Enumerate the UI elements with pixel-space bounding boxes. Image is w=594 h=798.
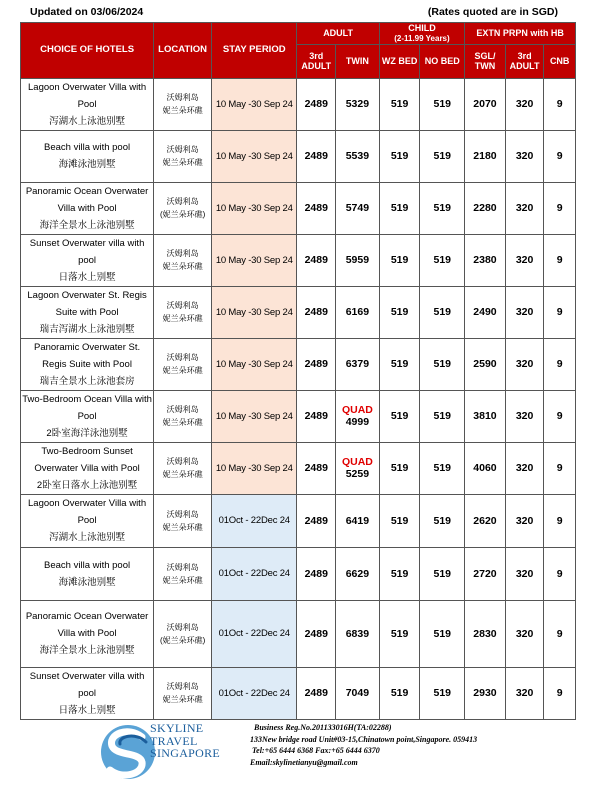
extn-sgl-twn-rate: 2180 xyxy=(465,130,506,182)
extn-3rd-adult-rate: 320 xyxy=(505,182,544,234)
col-location: LOCATION xyxy=(154,23,212,79)
location-atoll: 妮兰朵环礁 xyxy=(162,106,203,116)
hotel-name-en: Two-Bedroom Sunset Overwater Villa with Pool xyxy=(34,445,140,474)
extn-3rd-adult-rate: 320 xyxy=(505,130,544,182)
child-no-bed-rate: 519 xyxy=(420,234,465,286)
extn-3rd-adult-rate: 320 xyxy=(505,667,544,719)
location-cell xyxy=(154,182,212,234)
location-atoll: 妮兰朵环礁 xyxy=(162,470,203,480)
twin-rate: 5749 xyxy=(345,202,370,215)
hotel-cell xyxy=(21,78,154,130)
hotel-name-en: Lagoon Overwater Villa with Pool xyxy=(28,498,147,527)
location-island: 沃姆利岛 xyxy=(166,509,199,519)
table-row xyxy=(21,182,576,234)
extn-cnb-rate: 9 xyxy=(544,600,576,667)
brand-name xyxy=(150,722,220,760)
twin-rate-cell xyxy=(336,547,380,600)
extn-cnb-rate: 9 xyxy=(544,78,576,130)
stay-period: 10 May -30 Sep 24 xyxy=(212,286,297,338)
extn-3rd-adult-rate: 320 xyxy=(505,338,544,390)
child-label: CHILD xyxy=(408,23,436,33)
location-island: 沃姆利岛 xyxy=(166,145,199,155)
location-atoll: 妮兰朵环礁 xyxy=(162,158,203,168)
location-cell xyxy=(154,390,212,442)
extn-sgl-twn-rate: 2930 xyxy=(465,667,506,719)
child-no-bed-rate: 519 xyxy=(420,130,465,182)
location-island: 沃姆利岛 xyxy=(166,682,199,692)
extn-3rd-adult-rate: 320 xyxy=(505,390,544,442)
brand-line-1: SKYLINE xyxy=(150,721,204,735)
hotel-name-en: Beach villa with pool xyxy=(44,142,131,154)
stay-period: 10 May -30 Sep 24 xyxy=(212,234,297,286)
extn-cnb-rate: 9 xyxy=(544,442,576,494)
location-cell xyxy=(154,234,212,286)
location-cell xyxy=(154,338,212,390)
location-island: 沃姆利岛 xyxy=(166,562,199,572)
twin-rate: 5259 xyxy=(345,468,370,481)
table-row xyxy=(21,547,576,600)
extn-sgl-twn-rate: 2590 xyxy=(465,338,506,390)
address: 133New bridge road Unit#03-15,Chinatown point,Singapore. 059413 xyxy=(250,734,478,744)
location-island: 沃姆利岛 xyxy=(166,197,199,207)
extn-cnb-rate: 9 xyxy=(544,130,576,182)
twin-rate-cell xyxy=(336,130,380,182)
hotel-name-cn: 日落水上别墅 xyxy=(58,271,116,283)
table-row xyxy=(21,390,576,442)
hotel-name-cn: 2卧室海洋泳池别墅 xyxy=(46,427,128,439)
extn-3rd-adult-rate: 320 xyxy=(505,78,544,130)
hotel-name-cn: 海洋全景水上泳池别墅 xyxy=(39,645,135,657)
child-wz-bed-rate: 519 xyxy=(379,600,420,667)
col-extn: EXTN PRPN with HB xyxy=(465,23,576,45)
twin-rate-cell xyxy=(336,182,380,234)
table-row xyxy=(21,286,576,338)
hotel-cell xyxy=(21,286,154,338)
extn-cnb-rate: 9 xyxy=(544,234,576,286)
twin-rate-cell xyxy=(336,234,380,286)
stay-period: 10 May -30 Sep 24 xyxy=(212,182,297,234)
twin-rate-cell xyxy=(336,286,380,338)
location-cell xyxy=(154,442,212,494)
company-info xyxy=(250,722,477,768)
table-row xyxy=(21,130,576,182)
col-ext-3rd: 3rd ADULT xyxy=(505,44,544,78)
skyline-logo-icon xyxy=(98,722,158,782)
stay-period: 01Oct - 22Dec 24 xyxy=(212,494,297,547)
adult-3rd-rate: 2489 xyxy=(297,78,336,130)
twin-rate: 6379 xyxy=(345,358,370,371)
hotel-name-en: Panoramic Ocean Overwater Villa with Pool xyxy=(25,185,149,214)
child-age: (2-11.99 Years) xyxy=(394,34,450,44)
hotel-name-cn: 海洋全景水上泳池别墅 xyxy=(39,219,135,231)
location-atoll: 妮兰朵环礁 xyxy=(162,522,203,532)
extn-sgl-twn-rate: 2620 xyxy=(465,494,506,547)
child-wz-bed-rate: 519 xyxy=(379,338,420,390)
location-cell xyxy=(154,78,212,130)
col-adult: ADULT xyxy=(297,23,379,45)
location-atoll: 妮兰朵环礁 xyxy=(162,366,203,376)
child-wz-bed-rate: 519 xyxy=(379,286,420,338)
hotel-cell xyxy=(21,494,154,547)
extn-3rd-adult-rate: 320 xyxy=(505,547,544,600)
hotel-cell xyxy=(21,547,154,600)
adult-3rd-rate: 2489 xyxy=(297,494,336,547)
table-row xyxy=(21,600,576,667)
quad-label: QUAD xyxy=(341,456,373,469)
extn-sgl-twn-rate: 2070 xyxy=(465,78,506,130)
updated-date: Updated on 03/06/2024 xyxy=(30,6,144,18)
col-adult-3rd: 3rd ADULT xyxy=(297,44,336,78)
extn-cnb-rate: 9 xyxy=(544,494,576,547)
brand-line-2: TRAVEL xyxy=(150,733,198,748)
hotel-cell xyxy=(21,338,154,390)
hotel-name-en: Sunset Overwater villa with pool xyxy=(29,237,145,266)
child-wz-bed-rate: 519 xyxy=(379,442,420,494)
stay-period: 10 May -30 Sep 24 xyxy=(212,338,297,390)
child-wz-bed-rate: 519 xyxy=(379,390,420,442)
child-no-bed-rate: 519 xyxy=(420,286,465,338)
twin-rate: 5329 xyxy=(345,98,370,111)
extn-3rd-adult-rate: 320 xyxy=(505,600,544,667)
table-row xyxy=(21,494,576,547)
twin-rate-cell xyxy=(336,600,380,667)
extn-sgl-twn-rate: 2380 xyxy=(465,234,506,286)
email: Email:skylinetianyu@gmail.com xyxy=(250,757,358,767)
hotel-name-cn: 海滩泳池别墅 xyxy=(58,576,116,588)
twin-rate: 7049 xyxy=(345,687,370,700)
col-no-bed: NO BED xyxy=(420,44,465,78)
col-cnb: CNB xyxy=(544,44,576,78)
location-atoll: 妮兰朵环礁 xyxy=(162,418,203,428)
child-no-bed-rate: 519 xyxy=(420,494,465,547)
child-wz-bed-rate: 519 xyxy=(379,547,420,600)
location-cell xyxy=(154,494,212,547)
adult-3rd-rate: 2489 xyxy=(297,547,336,600)
child-wz-bed-rate: 519 xyxy=(379,667,420,719)
extn-cnb-rate: 9 xyxy=(544,390,576,442)
hotel-cell xyxy=(21,667,154,719)
table-row xyxy=(21,78,576,130)
location-atoll: 妮兰朵环礁 xyxy=(162,695,203,705)
rates-table xyxy=(20,22,576,720)
child-no-bed-rate: 519 xyxy=(420,338,465,390)
hotel-cell xyxy=(21,600,154,667)
extn-cnb-rate: 9 xyxy=(544,667,576,719)
adult-3rd-rate: 2489 xyxy=(297,338,336,390)
adult-3rd-rate: 2489 xyxy=(297,667,336,719)
location-cell xyxy=(154,667,212,719)
hotel-name-cn: 日落水上别墅 xyxy=(58,704,116,716)
col-wz-bed: WZ BED xyxy=(379,44,420,78)
extn-cnb-rate: 9 xyxy=(544,547,576,600)
extn-3rd-adult-rate: 320 xyxy=(505,286,544,338)
business-reg: Business Reg.No.201133016H(TA:02288) xyxy=(254,723,392,732)
location-island: 沃姆利岛 xyxy=(166,249,199,259)
adult-3rd-rate: 2489 xyxy=(297,234,336,286)
child-no-bed-rate: 519 xyxy=(420,547,465,600)
extn-sgl-twn-rate: 2490 xyxy=(465,286,506,338)
col-child xyxy=(379,23,464,45)
twin-rate-cell xyxy=(336,390,380,442)
location-island: 沃姆利岛 xyxy=(166,301,199,311)
location-atoll: 妮兰朵环礁 xyxy=(162,262,203,272)
adult-3rd-rate: 2489 xyxy=(297,390,336,442)
stay-period: 10 May -30 Sep 24 xyxy=(212,390,297,442)
col-twin: TWIN xyxy=(336,44,380,78)
extn-cnb-rate: 9 xyxy=(544,182,576,234)
col-period: STAY PERIOD xyxy=(212,23,297,79)
footer xyxy=(0,718,594,798)
hotel-name-cn: 泻湖水上泳池别墅 xyxy=(49,115,126,127)
hotel-cell xyxy=(21,182,154,234)
location-island: 沃姆利岛 xyxy=(166,622,199,632)
stay-period: 10 May -30 Sep 24 xyxy=(212,130,297,182)
location-island: 沃姆利岛 xyxy=(166,353,199,363)
child-no-bed-rate: 519 xyxy=(420,78,465,130)
location-atoll: (妮兰朵环礁) xyxy=(159,635,206,645)
hotel-name-en: Panoramic Ocean Overwater Villa with Pool xyxy=(25,611,149,640)
stay-period: 01Oct - 22Dec 24 xyxy=(212,547,297,600)
twin-rate: 5539 xyxy=(345,150,370,163)
table-row xyxy=(21,667,576,719)
brand-line-3: SINGAPORE xyxy=(150,746,221,760)
twin-rate-cell xyxy=(336,78,380,130)
hotel-cell xyxy=(21,442,154,494)
location-island: 沃姆利岛 xyxy=(166,457,199,467)
stay-period: 01Oct - 22Dec 24 xyxy=(212,667,297,719)
hotel-cell xyxy=(21,234,154,286)
child-wz-bed-rate: 519 xyxy=(379,78,420,130)
child-wz-bed-rate: 519 xyxy=(379,234,420,286)
child-no-bed-rate: 519 xyxy=(420,600,465,667)
extn-cnb-rate: 9 xyxy=(544,286,576,338)
quad-label: QUAD xyxy=(341,404,373,417)
child-no-bed-rate: 519 xyxy=(420,442,465,494)
hotel-cell xyxy=(21,390,154,442)
extn-3rd-adult-rate: 320 xyxy=(505,442,544,494)
extn-sgl-twn-rate: 2830 xyxy=(465,600,506,667)
location-cell xyxy=(154,600,212,667)
hotel-cell xyxy=(21,130,154,182)
location-cell xyxy=(154,130,212,182)
extn-cnb-rate: 9 xyxy=(544,338,576,390)
adult-3rd-rate: 2489 xyxy=(297,600,336,667)
adult-3rd-rate: 2489 xyxy=(297,130,336,182)
hotel-name-en: Two-Bedroom Ocean Villa with Pool xyxy=(22,393,152,422)
twin-rate: 5959 xyxy=(345,254,370,267)
twin-rate: 6169 xyxy=(345,306,370,319)
hotel-name-en: Lagoon Overwater Villa with Pool xyxy=(28,81,147,110)
child-wz-bed-rate: 519 xyxy=(379,494,420,547)
adult-3rd-rate: 2489 xyxy=(297,442,336,494)
col-hotel: CHOICE OF HOTELS xyxy=(21,23,154,79)
hotel-name-cn: 瑞吉全景水上泳池套房 xyxy=(39,375,135,387)
phone-fax: Tel:+65 6444 6368 Fax:+65 6444 6370 xyxy=(252,746,380,755)
stay-period: 10 May -30 Sep 24 xyxy=(212,78,297,130)
twin-rate: 6419 xyxy=(345,514,370,527)
hotel-name-cn: 2卧室日落水上泳池别墅 xyxy=(36,479,138,491)
child-no-bed-rate: 519 xyxy=(420,390,465,442)
hotel-name-en: Sunset Overwater villa with pool xyxy=(29,670,145,699)
extn-3rd-adult-rate: 320 xyxy=(505,494,544,547)
location-atoll: (妮兰朵环礁) xyxy=(159,210,206,220)
stay-period: 10 May -30 Sep 24 xyxy=(212,442,297,494)
stay-period: 01Oct - 22Dec 24 xyxy=(212,600,297,667)
child-wz-bed-rate: 519 xyxy=(379,182,420,234)
location-atoll: 妮兰朵环礁 xyxy=(162,575,203,585)
location-cell xyxy=(154,547,212,600)
table-row xyxy=(21,234,576,286)
currency-note: (Rates quoted are in SGD) xyxy=(427,6,558,18)
extn-sgl-twn-rate: 4060 xyxy=(465,442,506,494)
hotel-name-cn: 海滩泳池别墅 xyxy=(58,159,116,171)
hotel-name-en: Panoramic Overwater St. Regis Suite with Pool xyxy=(34,341,141,370)
twin-rate-cell xyxy=(336,667,380,719)
twin-rate: 6629 xyxy=(345,567,370,580)
hotel-name-cn: 泻湖水上泳池别墅 xyxy=(49,532,126,544)
child-no-bed-rate: 519 xyxy=(420,182,465,234)
extn-sgl-twn-rate: 2280 xyxy=(465,182,506,234)
adult-3rd-rate: 2489 xyxy=(297,182,336,234)
extn-sgl-twn-rate: 3810 xyxy=(465,390,506,442)
twin-rate: 4999 xyxy=(345,416,370,429)
child-no-bed-rate: 519 xyxy=(420,667,465,719)
extn-3rd-adult-rate: 320 xyxy=(505,234,544,286)
location-cell xyxy=(154,286,212,338)
top-bar xyxy=(22,6,572,20)
col-sgl-twn: SGL/ TWN xyxy=(465,44,506,78)
child-wz-bed-rate: 519 xyxy=(379,130,420,182)
location-atoll: 妮兰朵环礁 xyxy=(162,314,203,324)
table-row xyxy=(21,338,576,390)
extn-sgl-twn-rate: 2720 xyxy=(465,547,506,600)
adult-3rd-rate: 2489 xyxy=(297,286,336,338)
twin-rate: 6839 xyxy=(345,627,370,640)
location-island: 沃姆利岛 xyxy=(166,405,199,415)
location-island: 沃姆利岛 xyxy=(166,93,199,103)
hotel-name-en: Beach villa with pool xyxy=(44,559,131,571)
table-row xyxy=(21,442,576,494)
hotel-name-cn: 瑞吉泻湖水上泳池别墅 xyxy=(39,323,135,335)
twin-rate-cell xyxy=(336,442,380,494)
hotel-name-en: Lagoon Overwater St. Regis Suite with Pool xyxy=(27,289,147,318)
twin-rate-cell xyxy=(336,494,380,547)
twin-rate-cell xyxy=(336,338,380,390)
